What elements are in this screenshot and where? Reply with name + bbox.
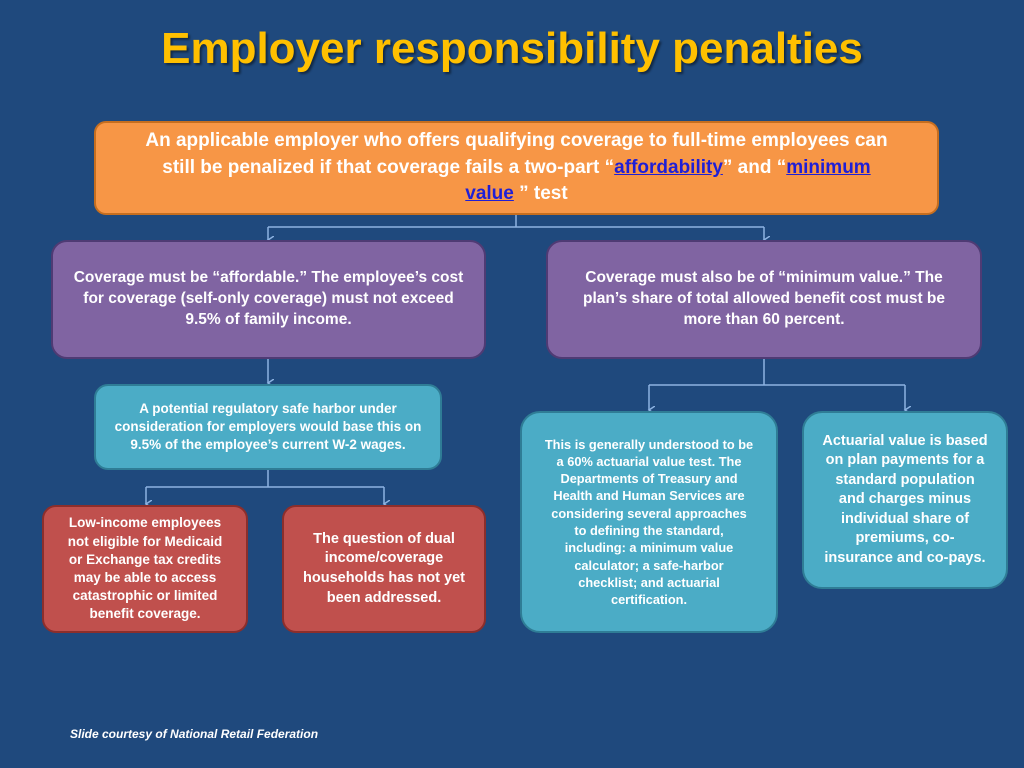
- low-income-text: Low-income employees not eligible for Medicaid or Exchange tax credits may be able to access catastrophic or limited benefit coverage.: [67, 515, 223, 622]
- slide-title: Employer responsibility penalties: [161, 24, 863, 73]
- minimum-value-box: [546, 240, 982, 359]
- actuarial-value-text: Actuarial value is based on plan payments for a standard population and charges minus individual share of premiums, co-insurance and co-pays.: [822, 432, 988, 566]
- actuarial-test-box: [520, 411, 778, 633]
- safe-harbor-text: A potential regulatory safe harbor under consideration for employers would base this on 9.5% of the employee’s current W-2 wages.: [114, 400, 422, 453]
- affordability-link[interactable]: affordability: [614, 156, 723, 178]
- affordable-box: [51, 240, 486, 359]
- minimum-value-text: Coverage must also be of “minimum value.” The plan’s share of total allowed benefit cost must be more than 60 percent.: [582, 269, 946, 328]
- safe-harbor-box: [94, 384, 442, 470]
- actuarial-test-text: This is generally understood to be a 60% actuarial value test. The Departments of Treasury and Health and Human Services are considering several approaches to defining the standard, including: a minimum value calculator; a safe-harbor checklist; and actuarial certification.: [544, 436, 754, 608]
- top-statement-box: [94, 121, 939, 215]
- top-statement-end-text: ” test: [513, 183, 568, 205]
- dual-income-box: [282, 505, 486, 633]
- low-income-box: [42, 505, 248, 633]
- affordable-text: Coverage must be “affordable.” The employee’s cost for coverage (self-only coverage) must not exceed 9.5% of family income.: [73, 269, 464, 328]
- safe-harbor-branch-line: [146, 470, 384, 487]
- top-statement-text: An applicable employer who offers qualifying coverage to full-time employees can still be penalized if that coverage fails a two-part “: [145, 130, 888, 178]
- actuarial-value-box: [802, 411, 1008, 589]
- dual-income-text: The question of dual income/coverage households has not yet been addressed.: [303, 530, 465, 606]
- slide-credit: Slide courtesy of National Retail Federation: [70, 727, 319, 741]
- minimum-value-link[interactable]: minimum value: [465, 156, 871, 205]
- minimum-value-branch-line: [649, 358, 905, 385]
- top-branch-line: [268, 215, 764, 227]
- top-statement-connector-text: ” and “: [722, 156, 787, 178]
